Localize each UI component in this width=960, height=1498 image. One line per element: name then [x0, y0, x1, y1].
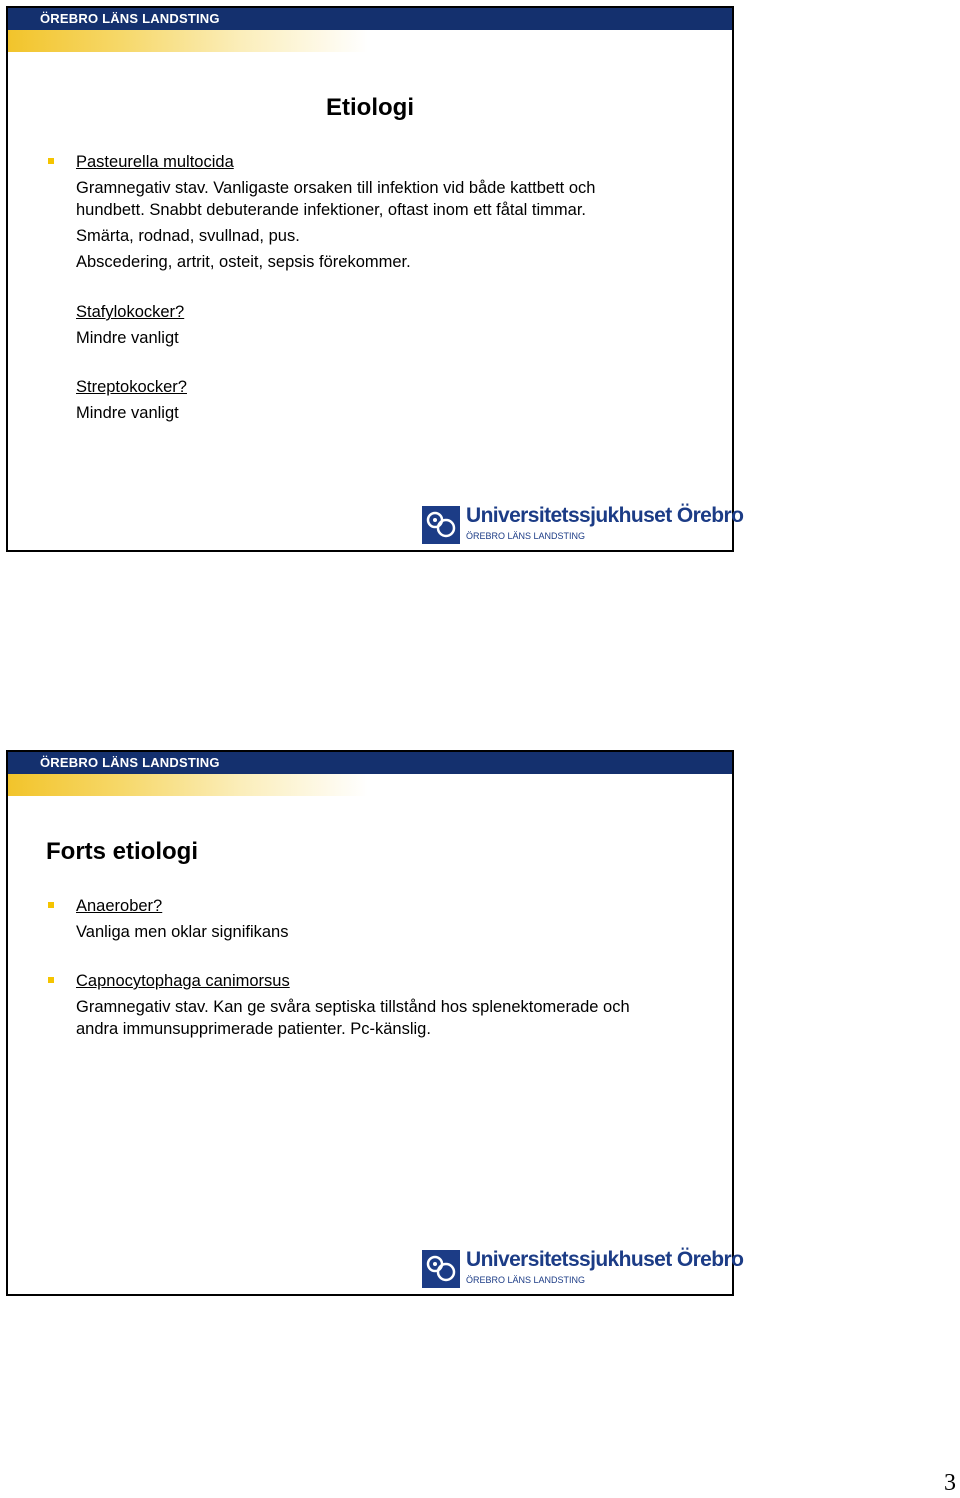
- hospital-logo: [422, 502, 744, 546]
- item-stafylokocker: [76, 301, 692, 349]
- item-heading[interactable]: Stafylokocker?: [76, 303, 185, 321]
- slide-content: [76, 895, 692, 1048]
- item-pasteurella: [76, 151, 692, 273]
- item-line: Vanliga men oklar signifikans: [76, 923, 289, 941]
- item-heading[interactable]: Pasteurella multocida: [76, 153, 234, 171]
- header-org-name: ÖREBRO LÄNS LANDSTING: [40, 755, 220, 770]
- item-line: Mindre vanligt: [76, 329, 179, 347]
- gold-band: [8, 30, 368, 52]
- bullet-icon: [48, 902, 54, 908]
- logo-name: Universitetssjukhuset Örebro: [466, 1248, 744, 1271]
- item-line: andra immunsupprimerade patienter. Pc-känslig.: [76, 1020, 431, 1038]
- header-bar: [8, 8, 732, 30]
- bullet-icon: [48, 158, 54, 164]
- item-line: hundbett. Snabbt debuterande infektioner, oftast inom ett fåtal timmar.: [76, 201, 586, 219]
- item-capnocytophaga: [76, 970, 692, 1040]
- logo-subtitle: ÖREBRO LÄNS LANDSTING: [466, 1275, 586, 1285]
- item-line: Mindre vanligt: [76, 404, 179, 422]
- logo-emblem-icon: [422, 506, 460, 544]
- item-heading[interactable]: Streptokocker?: [76, 378, 187, 396]
- item-line: Smärta, rodnad, svullnad, pus.: [76, 227, 300, 245]
- page-number: 3: [944, 1470, 956, 1496]
- item-line: Abscedering, artrit, osteit, sepsis förekommer.: [76, 253, 411, 271]
- header-org-name: ÖREBRO LÄNS LANDSTING: [40, 11, 220, 26]
- item-line: Gramnegativ stav. Kan ge svåra septiska tillstånd hos splenektomerade och: [76, 998, 630, 1016]
- header-bar: [8, 752, 732, 774]
- slide-2: [6, 750, 744, 1296]
- item-anaerober: [76, 895, 692, 943]
- logo-name: Universitetssjukhuset Örebro: [466, 504, 744, 527]
- logo-subtitle: ÖREBRO LÄNS LANDSTING: [466, 531, 586, 541]
- item-heading[interactable]: Anaerober?: [76, 897, 163, 915]
- slide-title: Etiologi: [326, 94, 414, 121]
- item-streptokocker: [76, 376, 692, 424]
- hospital-logo: [422, 1246, 744, 1290]
- item-line: Gramnegativ stav. Vanligaste orsaken till infektion vid både kattbett och: [76, 179, 596, 197]
- item-heading[interactable]: Capnocytophaga canimorsus: [76, 972, 290, 990]
- logo-emblem-icon: [422, 1250, 460, 1288]
- gold-band: [8, 774, 368, 796]
- slide-content: [76, 151, 692, 432]
- bullet-icon: [48, 977, 54, 983]
- slide-1: [6, 6, 744, 552]
- slide-title: Forts etiologi: [46, 838, 198, 865]
